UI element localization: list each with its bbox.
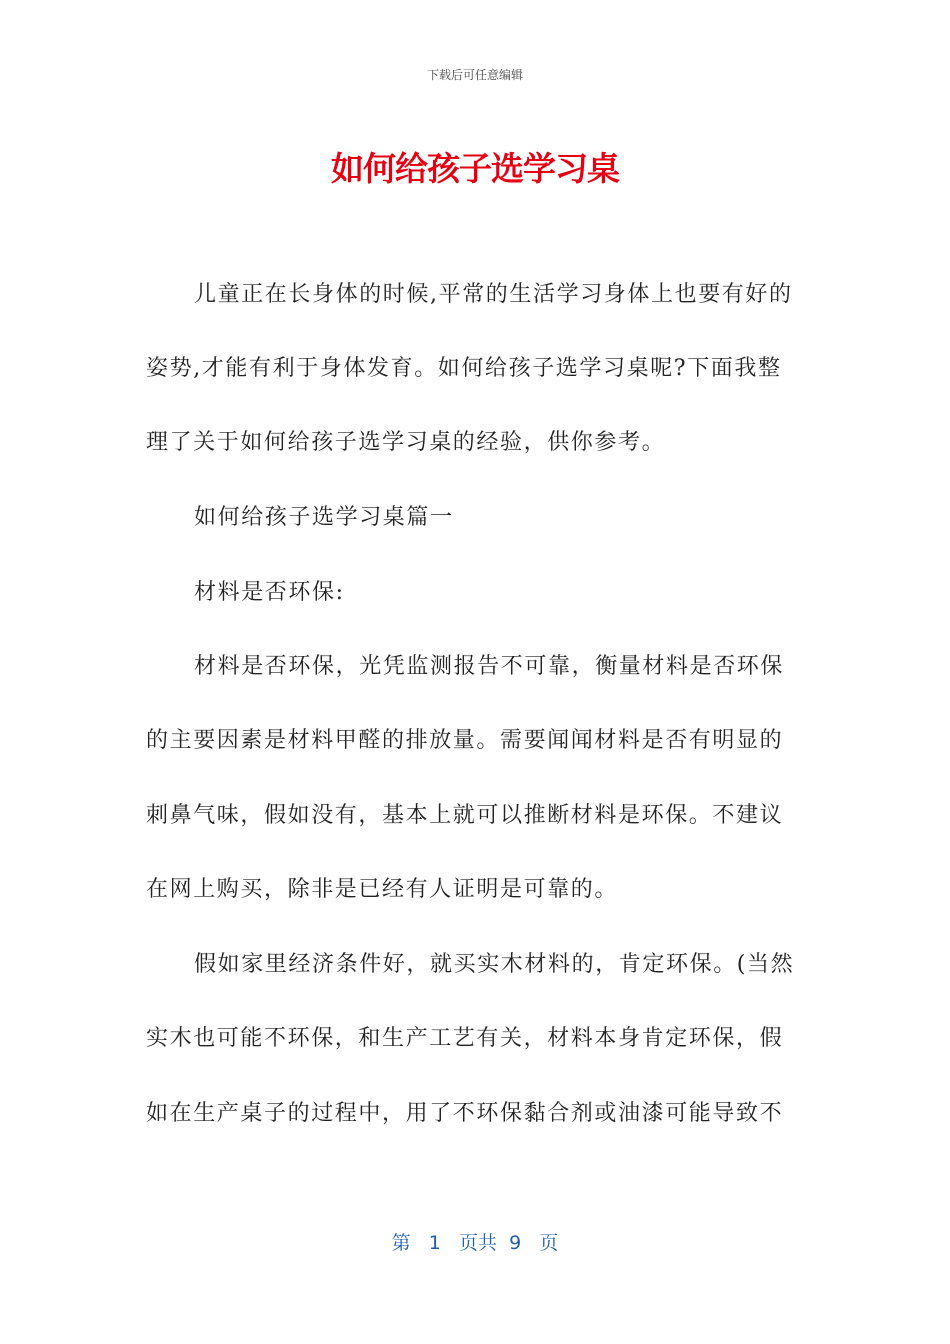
paragraph-line: 实木也可能不环保，和生产工艺有关，材料本身肯定环保，假	[146, 1026, 784, 1051]
page-label-suffix: 页	[539, 1232, 559, 1254]
paragraph-line: 假如家里经济条件好，就买实木材料的，肯定环保。(当然	[194, 952, 795, 977]
paragraph-line: 材料是否环保，光凭监测报告不可靠，衡量材料是否环保	[194, 654, 785, 679]
paragraph-line: 姿势,才能有利于身体发育。如何给孩子选学习桌呢?下面我整	[146, 356, 782, 381]
paragraph-line: 如在生产桌子的过程中，用了不环保黏合剂或油漆可能导致不	[146, 1101, 784, 1126]
subsection-heading: 材料是否环保:	[194, 580, 345, 605]
section-heading: 如何给孩子选学习桌篇一	[194, 505, 454, 530]
paragraph-line: 的主要因素是材料甲醛的排放量。需要闻闻材料是否有明显的	[146, 728, 784, 753]
page-label-mid: 页共	[459, 1232, 498, 1254]
paragraph-line: 儿童正在长身体的时候,平常的生活学习身体上也要有好的	[194, 282, 793, 307]
paragraph-line: 刺鼻气味，假如没有，基本上就可以推断材料是环保。不建议	[146, 803, 784, 828]
paragraph-line: 理了关于如何给孩子选学习桌的经验，供你参考。	[146, 430, 666, 455]
page-total: 9	[509, 1232, 522, 1254]
document-title: 如何给孩子选学习桌	[331, 149, 619, 188]
page-number: 1	[428, 1232, 441, 1254]
page-label-prefix: 第	[391, 1232, 411, 1254]
paragraph-line: 在网上购买，除非是已经有人证明是可靠的。	[146, 877, 619, 902]
page-footer	[0, 1228, 950, 1255]
header-note: 下载后可任意编辑	[426, 68, 523, 82]
